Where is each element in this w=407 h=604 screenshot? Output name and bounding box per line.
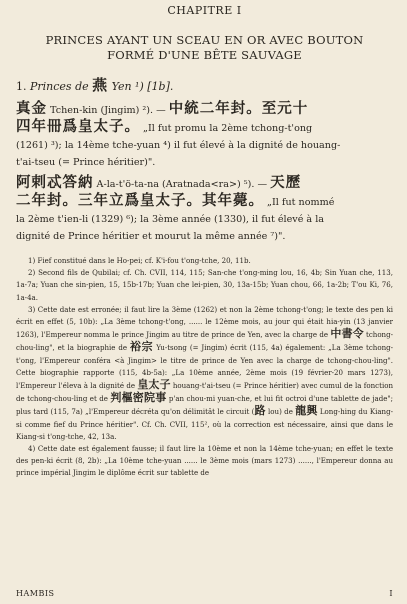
chapter-title xyxy=(16,33,393,63)
title-line-2: FORMÉ D'UNE BÊTE SAUVAGE xyxy=(107,48,302,62)
entry-aratnada: 阿剌忒答納 A-la-t'ö-ta-na (Aratnada<ra>) ⁵). — 天歷 二年封。三年立爲皇太子。其年薨。 „Il fut nommé la 2ème t'ien-li (1329) ⁶); la 3ème année (1330), il fut élevé à la dignité de Prince héritier et mourut la même année ⁷)". xyxy=(16,175,335,242)
footnote-4: 4) Cette date est également fausse; il faut lire la 10ème et non la 14ème tche-yuan; en effet le texte des pen-ki écrit (8, 2b): „La 10ème tche-yuan ...... le 3ème mois (mars 1273) ......, l'Empereur donna au prince impérial Jingim le diplôme écrit sur tablette de xyxy=(16,444,393,478)
footnotes xyxy=(16,255,393,480)
document-page xyxy=(0,4,407,604)
section-heading: 1. Princes de 燕 Yen ¹) [1b]. xyxy=(16,76,174,94)
entry-tchen-kin: 真金 Tchen-kin (Jingim) ²). — 中統二年封。至元十 四年冊爲皇太子。 „Il fut promu la 2ème tchong-t'ong (1261) ³); la 14ème tche-yuan ⁴) il fut élevé à la dignité de houang- t'ai-tseu (= Prince héritier)". xyxy=(16,101,341,168)
footer-page-number: I xyxy=(389,589,393,598)
cjk-yen: 燕 xyxy=(92,76,109,94)
chapter-label: CHAPITRE I xyxy=(167,4,242,17)
footnote-3: 3) Cette date est erronée; il faut lire la 3ème (1262) et non la 2ème tchong-t'ong; le texte des pen ki écrit en effet (5, 10b): „La 3ème tchong-t'ong, ...... le 12ème mois, au jour qui était hia-yin (13 janvier 1263), l'Empereur nomma le prince Jingim au titre de prince de Yen, avec la charge de 中書令 tchong-chou-ling", et la biographie de 裕宗 Yu-tsong (= Jingim) écrit (115, 4a) également: „La 3ème tchong-t'ong, l'Empereur conféra <à Jingim> le titre de prince de Yen avec la charge de tchong-chou-ling". Cette biographie rapporte (115, 4b-5a): „La 10ème année, 2ème mois (19 février-20 mars 1273), l'Empereur l'éleva à la dignité de 皇太子 houang-t'ai-tseu (= Prince héritier) avec cumul de la fonction de tchong-chou-ling et de 判樞密院事 p'an chou-mi yuan-che, et lui fit octroi d'une tablette de jade"; plus tard (115, 7a) „l'Empereur décréta qu'on délimitât le circuit (路 lou) de 龍興 Long-hing du Kiang-si comme fief du Prince héritier". Cf. Ch. CVII, 115², où la correction est nécessaire, ainsi que dans le Kiang-si t'ong-tche, 42, 13a. xyxy=(16,304,394,441)
footnote-2: 2) Second fils de Qubilai; cf. Ch. CVII, 114, 115; San-che t'ong-ming lou, 16, 4b; Sin Yuan che, 113, 1a-7a; Yuan che sin-pien, 15, 15b-17b; Yuan che lei-pien, 30, 13a-15b; Yuan chou, 66, 1a-2b; T'ou Ki, 76, 1a-4a. xyxy=(16,268,393,302)
footnote-1: 1) Fief constitué dans le Ho-pei; cf. K'i-fou t'ong-tche, 20, 11b. xyxy=(28,256,251,265)
page-footer xyxy=(16,589,393,598)
title-line-1: PRINCES AYANT UN SCEAU EN OR AVEC BOUTON xyxy=(45,33,364,47)
footer-author: HAMBIS xyxy=(16,589,55,598)
